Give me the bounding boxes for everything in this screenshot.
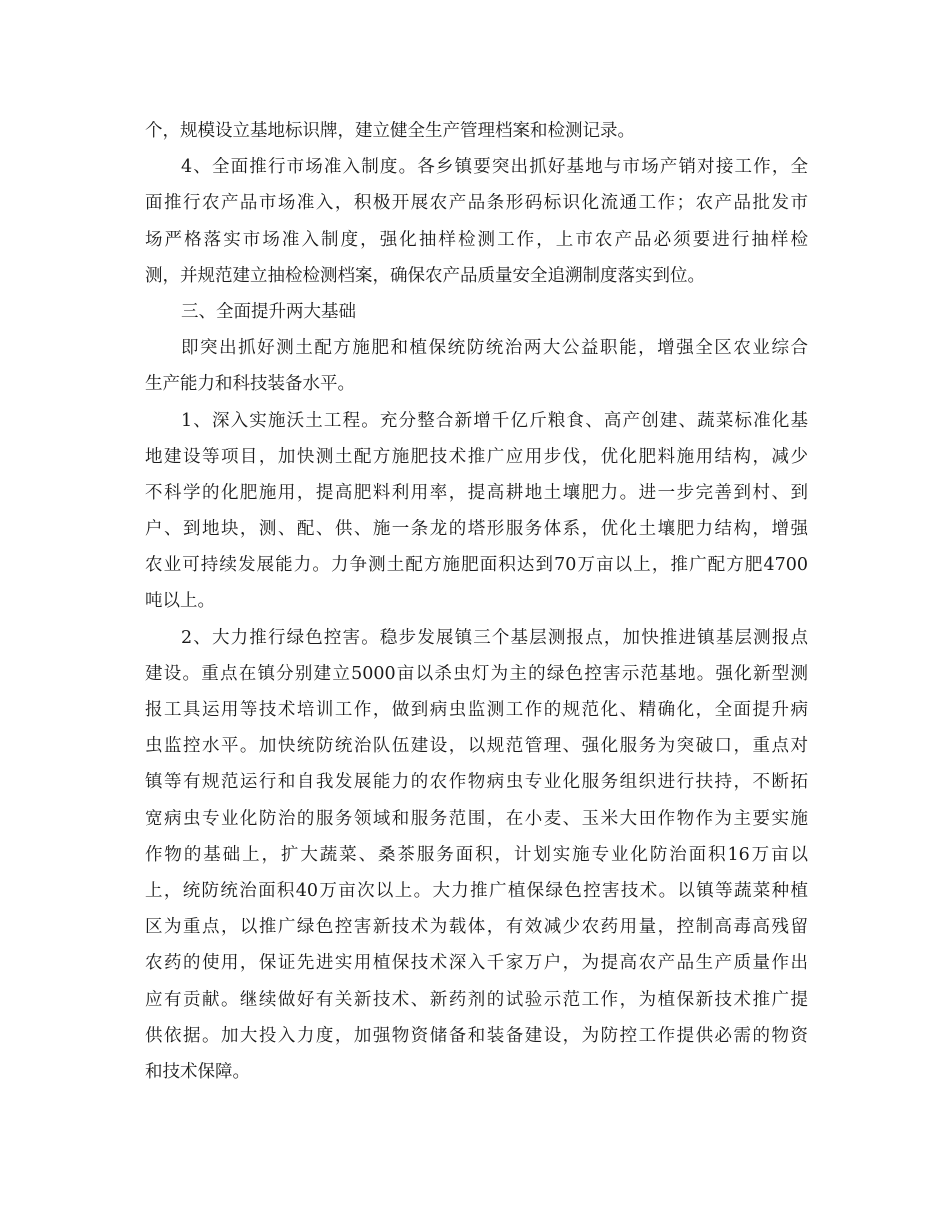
text-line: 面推行农产品市场准入，积极开展农产品条形码标识化流通工作；农产品批发市 [145,193,808,214]
text-line: 区为重点，以推广绿色控害新技术为载体，有效减少农药用量，控制高毒高残留 [145,917,808,938]
text-line: 2、大力推行绿色控害。稳步发展镇三个基层测报点，加快推进镇基层测报点 [181,627,808,648]
section-heading: 三、全面提升两大基础 [181,301,356,322]
text-line: 吨以上。 [145,591,215,612]
text-line: 上，统防统治面积40万亩次以上。大力推广植保绿色控害技术。以镇等蔬菜种植 [145,880,808,901]
text-line: 报工具运用等技术培训工作，做到病虫监测工作的规范化、精确化，全面提升病 [145,700,808,720]
text-line: 宽病虫专业化防治的服务领域和服务范围，在小麦、玉米大田作物作为主要实施 [145,808,808,829]
text-line: 4、全面推行市场准入制度。各乡镇要突出抓好基地与市场产销对接工作，全 [181,157,808,178]
text-line: 场严格落实市场准入制度，强化抽样检测工作，上市农产品必须要进行抽样检 [145,229,808,250]
text-line: 农药的使用，保证先进实用植保技术深入千家万户，为提高农产品生产质量作出 [145,953,808,974]
text-line: 供依据。加大投入力度，加强物资储备和装备建设，为防控工作提供必需的物资 [145,1025,808,1046]
text-line: 1、深入实施沃土工程。充分整合新增千亿斤粮食、高产创建、蔬菜标准化基 [181,410,808,431]
text-line: 测，并规范建立抽检检测档案，确保农产品质量安全追溯制度落实到位。 [145,265,705,286]
text-line: 户、到地块，测、配、供、施一条龙的塔形服务体系，优化土壤肥力结构，增强 [145,519,808,540]
text-line: 不科学的化肥施用，提高肥料利用率，提高耕地土壤肥力。进一步完善到村、到 [145,482,808,503]
text-line: 个，规模设立基地标识牌，建立健全生产管理档案和检测记录。 [145,121,635,141]
text-line: 地建设等项目，加快测土配方施肥技术推广应用步伐，优化肥料施用结构，减少 [145,446,808,467]
text-line: 建设。重点在镇分别建立5000亩以杀虫灯为主的绿色控害示范基地。强化新型测 [145,663,808,684]
text-line: 作物的基础上，扩大蔬菜、桑茶服务面积，计划实施专业化防治面积16万亩以 [145,844,808,865]
text-line: 生产能力和科技装备水平。 [145,374,355,395]
document-page [145,113,808,1090]
text-line: 农业可持续发展能力。力争测土配方施肥面积达到70万亩以上，推广配方肥4700 [145,555,808,576]
text-line: 应有贡献。继续做好有关新技术、新药剂的试验示范工作，为植保新技术推广提 [145,989,808,1010]
text-line: 即突出抓好测土配方施肥和植保统防统治两大公益职能，增强全区农业综合 [181,338,808,359]
text-line: 镇等有规范运行和自我发展能力的农作物病虫专业化服务组织进行扶持，不断拓 [145,772,808,793]
text-line: 虫监控水平。加快统防统治队伍建设，以规范管理、强化服务为突破口，重点对 [145,736,808,757]
text-line: 和技术保障。 [145,1061,250,1082]
